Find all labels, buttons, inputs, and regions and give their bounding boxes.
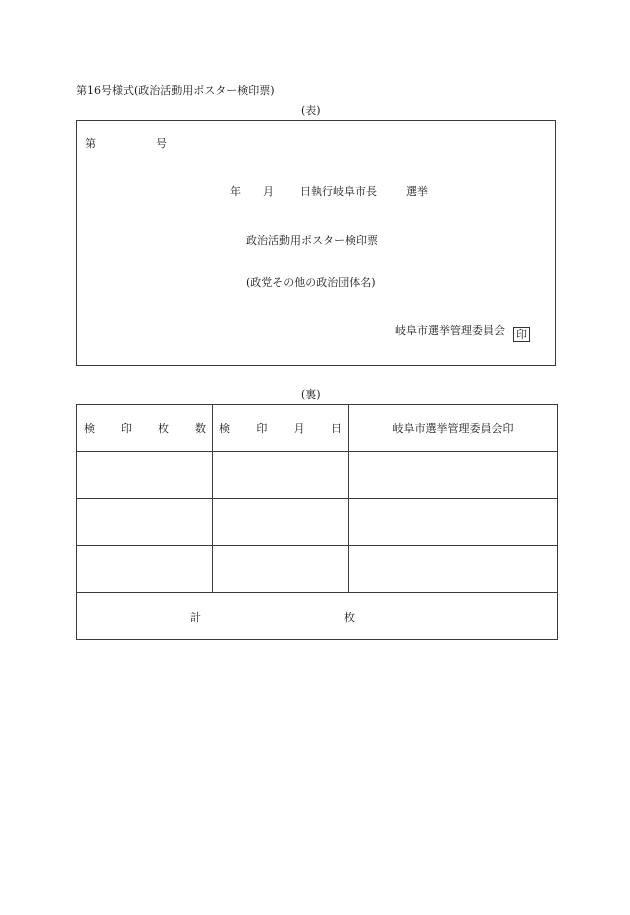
seal-box (513, 323, 530, 342)
back-side-table (76, 404, 558, 640)
header-char: 印 (256, 422, 268, 435)
header-char: 数 (195, 422, 206, 435)
table-header-row (77, 405, 558, 452)
back-side-label: (裏) (301, 388, 321, 401)
date-year: 年 (230, 185, 241, 198)
front-side-label: (表) (301, 104, 321, 117)
table-row (77, 452, 558, 499)
date-cell (213, 499, 349, 546)
number-suffix: 号 (156, 137, 167, 150)
org-name-note: (政党その他の政治団体名) (246, 276, 376, 289)
header-char: 日 (330, 422, 342, 435)
date-cell (213, 452, 349, 499)
header-char: 検 (219, 422, 230, 435)
table-row (77, 499, 558, 546)
date-header (213, 405, 349, 452)
total-label: 計 (190, 611, 201, 624)
date-month: 月 (263, 185, 274, 198)
total-cell (77, 593, 558, 640)
header-char: 検 (84, 422, 95, 435)
date-day-mayor: 日執行岐阜市長 (300, 185, 377, 198)
ticket-title: 政治活動用ポスター検印票 (246, 234, 378, 247)
form-title: 第16号様式(政治活動用ポスター検印票) (76, 84, 275, 97)
count-header (77, 405, 213, 452)
seal-header: 岐阜市選挙管理委員会印 (349, 405, 558, 452)
seal-char: 印 (513, 327, 530, 342)
count-cell (77, 546, 213, 593)
count-cell (77, 499, 213, 546)
election-label: 選挙 (406, 185, 428, 198)
seal-cell (349, 546, 558, 593)
date-cell (213, 546, 349, 593)
count-cell (77, 452, 213, 499)
header-char: 月 (293, 422, 305, 435)
number-prefix: 第 (85, 137, 96, 150)
header-char: 印 (121, 422, 132, 435)
front-side-box (76, 120, 556, 366)
header-char: 枚 (158, 422, 169, 435)
total-row (77, 593, 558, 640)
committee-name: 岐阜市選挙管理委員会 (395, 324, 505, 337)
table-row (77, 546, 558, 593)
seal-cell (349, 452, 558, 499)
seal-cell (349, 499, 558, 546)
total-unit: 枚 (344, 611, 355, 624)
